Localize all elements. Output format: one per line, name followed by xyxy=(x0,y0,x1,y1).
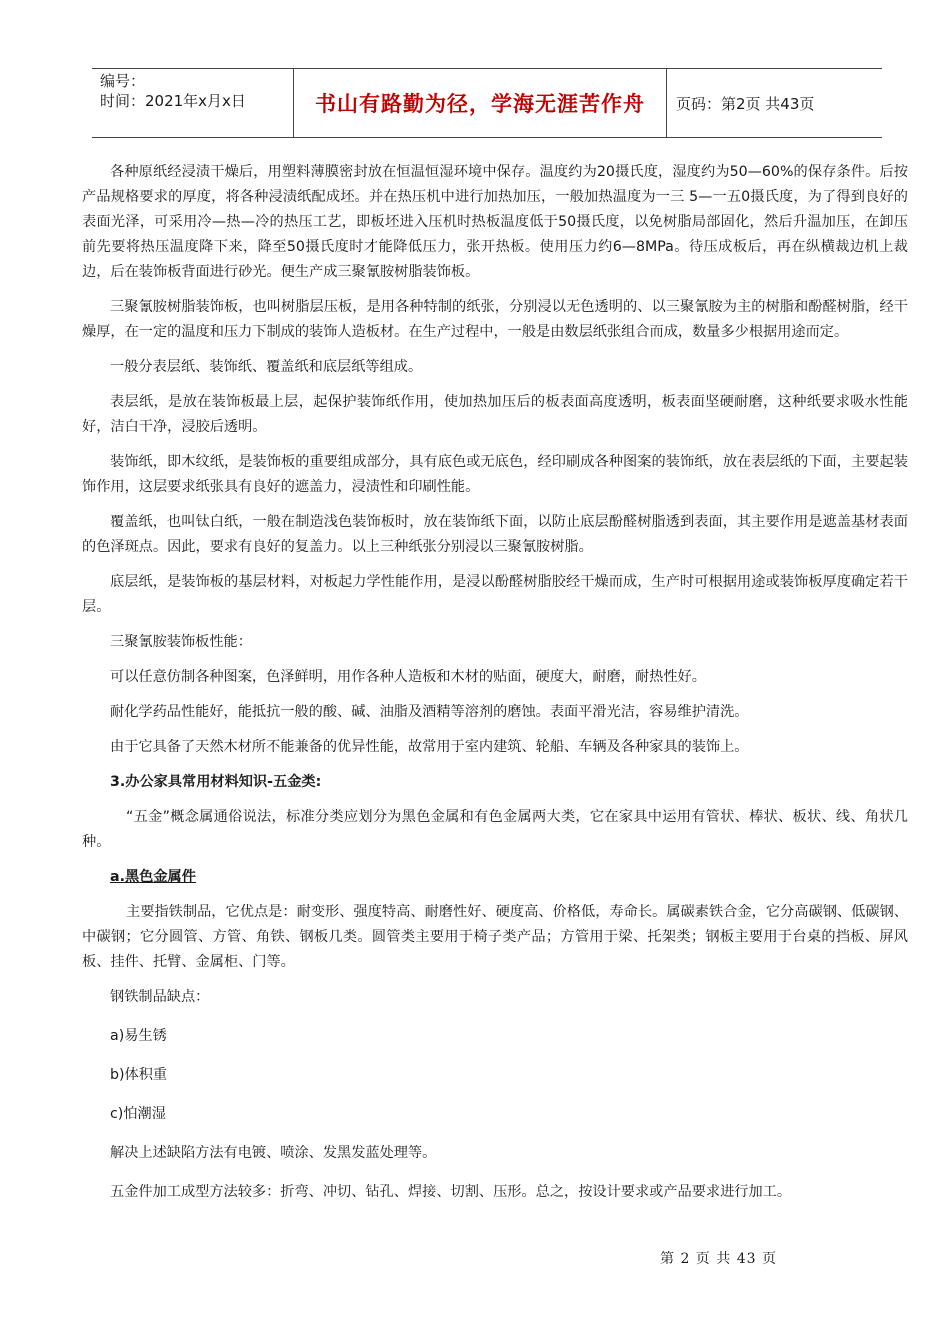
header-motto: 书山有路勤为径，学海无涯苦作舟 xyxy=(293,69,667,137)
flaws-list xyxy=(82,985,908,1205)
paragraph-cover-paper: 覆盖纸，也叫钛白纸，一般在制造浅色装饰板时，放在装饰纸下面，以防止底层酚醛树脂透到表面，其主要作用是遮盖基材表面的色泽斑点。因此，要求有良好的复盖力。以上三种纸张分别浸以三聚氰胺树脂。 xyxy=(82,514,908,555)
subheading-title: 黑色金属件 xyxy=(124,869,196,885)
paragraph-surface-paper: 表层纸，是放在装饰板最上层，起保护装饰纸作用，使加热加压后的板表面高度透明，板表面坚硬耐磨，这种纸要求吸水性能好，洁白干净，浸胶后透明。 xyxy=(82,394,908,435)
paragraph-hardware-intro: “五金”概念属通俗说法，标准分类应划分为黑色金属和有色金属两大类，它在家具中运用有管状、棒状、板状、线、角状几种。 xyxy=(82,809,908,850)
subheading-prefix: a. xyxy=(110,869,125,885)
document-body xyxy=(82,160,908,1219)
paragraph-paper-layers: 一般分表层纸、装饰纸、覆盖纸和底层纸等组成。 xyxy=(110,359,423,375)
list-item: c)怕潮湿 xyxy=(110,1106,166,1122)
list-item: a)易生锈 xyxy=(110,1028,167,1044)
header-page-number: 页码：第2页 共43页 xyxy=(676,94,815,113)
document-time-label: 时间：2021年x月x日 xyxy=(100,92,246,110)
paragraph-flaws-title: 钢铁制品缺点： xyxy=(110,989,210,1005)
paragraph-solutions: 解决上述缺陷方法有电镀、喷涂、发黑发蓝处理等。 xyxy=(110,1145,437,1161)
page-header xyxy=(92,68,882,138)
subheading-ferrous-metal xyxy=(82,865,908,890)
paragraph-processing-methods: 五金件加工成型方法较多：折弯、冲切、钻孔、焊接、切割、压形。总之，按设计要求或产品要求进行加工。 xyxy=(110,1184,792,1200)
paragraph-melamine-board-definition: 三聚氰胺树脂装饰板，也叫树脂层压板，是用各种特制的纸张，分别浸以无色透明的、以三聚氰胺为主的树脂和酚醛树脂，经干燥厚，在一定的温度和压力下制成的装饰人造板材。在生产过程中，一般是由数层纸张组合而成，数量多少根据用途而定。 xyxy=(82,299,908,340)
paragraph-decor-paper: 装饰纸，即木纹纸，是装饰板的重要组成部分，具有底色或无底色，经印刷成各种图案的装饰纸，放在表层纸的下面，主要起装饰作用，这层要求纸张具有良好的遮盖力，浸渍性和印刷性能。 xyxy=(82,454,908,495)
paragraph-property-3: 由于它具备了天然木材所不能兼备的优异性能，故常用于室内建筑、轮船、车辆及各种家具的装饰上。 xyxy=(110,739,749,755)
header-info xyxy=(100,69,290,139)
section-heading-hardware: 3.办公家具常用材料知识-五金类: xyxy=(110,774,322,790)
page-footer: 第 2 页 共 43 页 xyxy=(660,1251,777,1267)
paragraph-property-1: 可以任意仿制各种图案，色泽鲜明，用作各种人造板和木材的贴面，硬度大，耐磨，耐热性好。 xyxy=(110,669,706,685)
paragraph-property-2: 耐化学药品性能好，能抵抗一般的酸、碱、油脂及酒精等溶剂的磨蚀。表面平滑光洁，容易维护清洗。 xyxy=(110,704,749,720)
list-item: b)体积重 xyxy=(110,1067,168,1083)
paragraph-base-paper: 底层纸，是装饰板的基层材料，对板起力学性能作用，是浸以酚醛树脂胶经干燥而成，生产时可根据用途或装饰板厚度确定若干层。 xyxy=(82,574,908,615)
paragraph-pressing-process: 各种原纸经浸渍干燥后，用塑料薄膜密封放在恒温恒湿环境中保存。温度约为20摄氏度，湿度约为50—60%的保存条件。后按产品规格要求的厚度，将各种浸渍纸配成坯。并在热压机中进行加热加压，一般加热温度为一三 5—一五0摄氏度，为了得到良好的表面光泽，可采用冷—热—冷的热压工艺，即板坯进入压机时热板温度低于50摄氏度，以免树脂局部固化，然后升温加压，在卸压前先要将热压温度降下来，降至50摄氏度时才能降低压力，张开热板。使用压力约6—8MPa。待压成板后，再在纵横裁边机上裁边，后在装饰板背面进行砂光。便生产成三聚氰胺树脂装饰板。 xyxy=(82,164,908,280)
paragraph-ferrous-metal: 主要指铁制品，它优点是：耐变形、强度特高、耐磨性好、硬度高、价格低，寿命长。属碳素铁合金，它分高碳钢、低碳钢、中碳钢；它分圆管、方管、角铁、钢板几类。圆管类主要用于椅子类产品；方管用于梁、托架类；钢板主要用于台桌的挡板、屏风板、挂件、托臂、金属柜、门等。 xyxy=(82,904,908,970)
document-number-label: 编号： xyxy=(100,72,146,90)
paragraph-properties-title: 三聚氰胺装饰板性能： xyxy=(110,634,252,650)
